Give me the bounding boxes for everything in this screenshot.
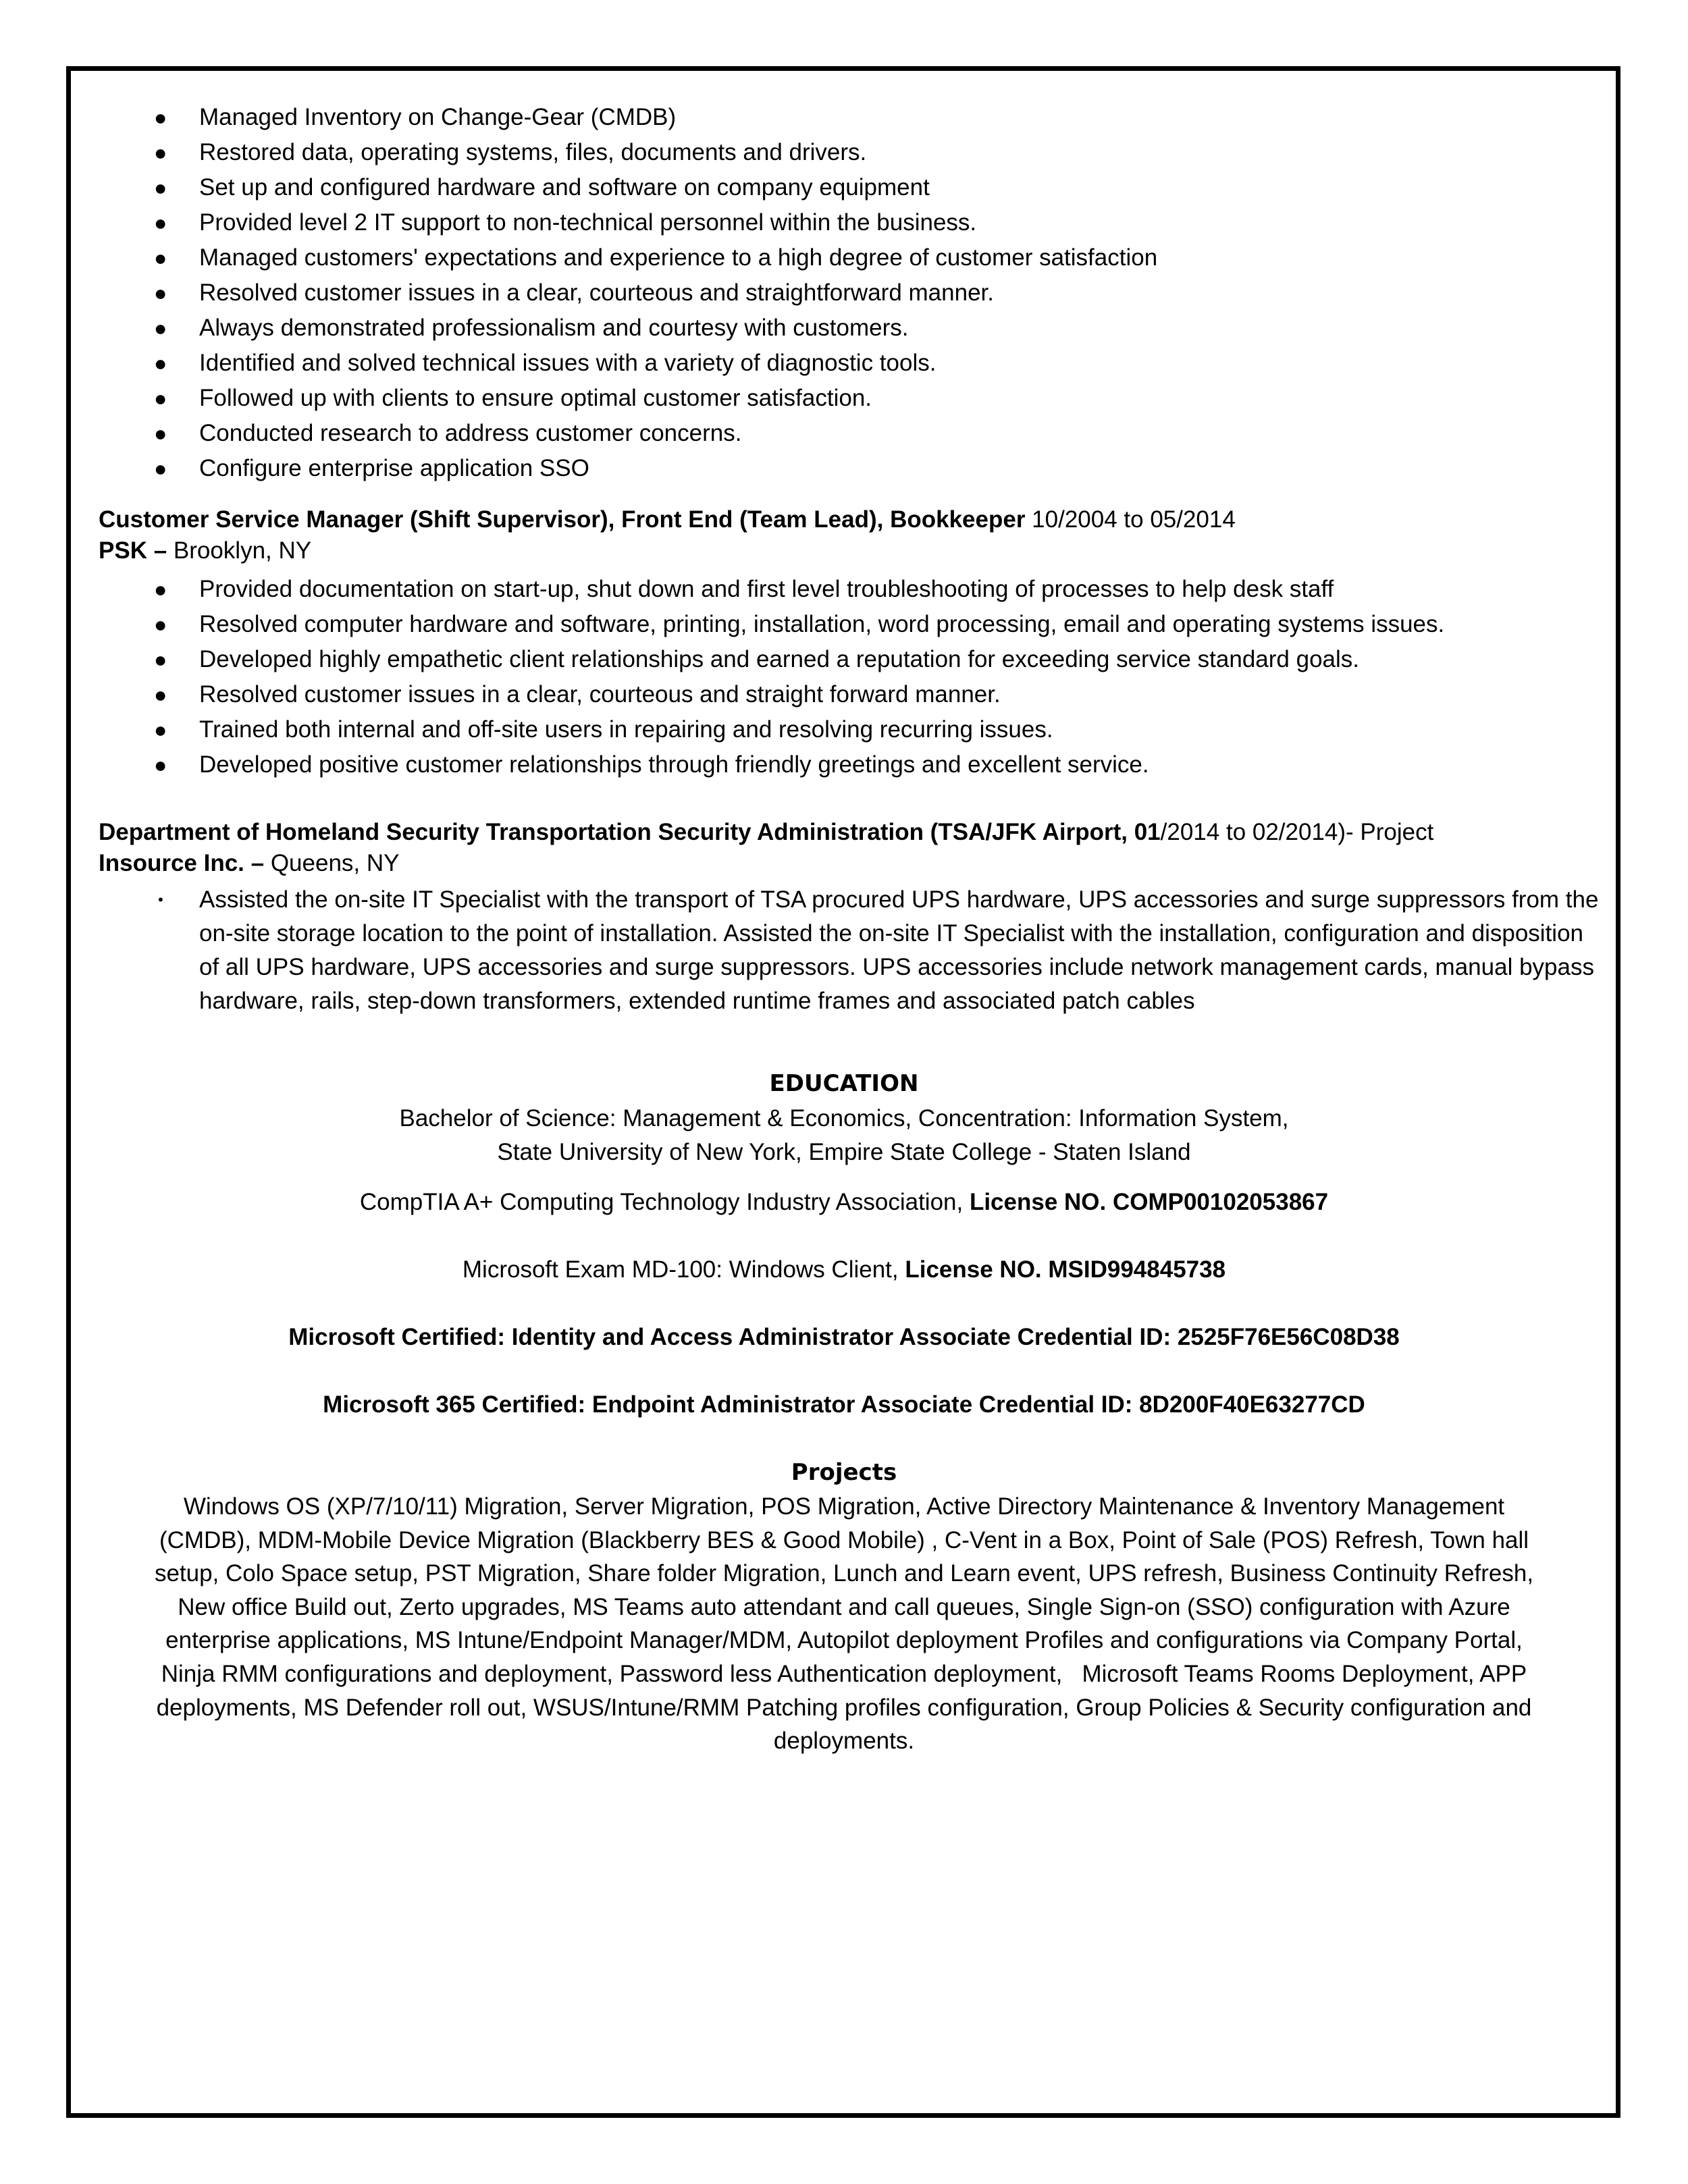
list-item <box>0 346 1688 381</box>
bullet-icon: ● <box>154 176 167 200</box>
list-item <box>0 135 1688 170</box>
job-psk-company: PSK – <box>99 537 167 564</box>
education-degree-line2: State University of New York, Empire State College - Staten Island <box>497 1139 1191 1165</box>
bullet-icon: ● <box>154 647 167 672</box>
list-item <box>0 416 1688 451</box>
projects-line: Ninja RMM configurations and deployment, Password less Authentication deployment, Microsoft Teams Rooms Deployment, APP <box>161 1660 1527 1687</box>
projects-line: (CMDB), MDM-Mobile Device Migration (Blackberry BES & Good Mobile) , C-Vent in a Box, Point of Sale (POS) Refresh, Town hall <box>159 1526 1529 1553</box>
bullet-icon: ● <box>154 421 167 446</box>
list-item-text: Provided level 2 IT support to non-technical personnel within the business. <box>199 209 977 236</box>
bullet-icon: ● <box>154 140 167 165</box>
comptia-text: CompTIA A+ Computing Technology Industry Association, <box>359 1189 970 1215</box>
bullet-icon: ● <box>154 386 167 410</box>
job-tsa-title: Department of Homeland Security Transportation Security Administration (TSA/JFK Airport, 01 <box>99 819 1161 845</box>
job-tsa-location: Queens, NY <box>264 850 400 876</box>
ms-exam-text: Microsoft Exam MD-100: Windows Client, <box>462 1256 905 1283</box>
list-item <box>0 677 1688 712</box>
bullet-icon: ● <box>154 718 167 742</box>
list-item-text: Always demonstrated professionalism and courtesy with customers. <box>199 315 909 341</box>
projects-line: Windows OS (XP/7/10/11) Migration, Server Migration, POS Migration, Active Directory Maintenance & Inventory Management <box>183 1493 1505 1520</box>
list-item <box>0 170 1688 205</box>
job-tsa-title-rest: /2014 to 02/2014)- Project <box>1160 819 1434 845</box>
bullet-icon: ● <box>154 246 167 270</box>
bullet-icon: ● <box>154 753 167 777</box>
list-item <box>0 100 1688 135</box>
job-psk-dates: 10/2004 to 05/2014 <box>1025 506 1236 533</box>
bullet-icon: ● <box>154 351 167 375</box>
job-tsa-header <box>99 816 1604 880</box>
projects-line: New office Build out, Zerto upgrades, MS Teams auto attendant and call queues, Single Sign-on (SSO) configuration with Azure <box>178 1593 1510 1620</box>
cert-endpoint-text: Microsoft 365 Certified: Endpoint Administrator Associate Credential ID: 8D200F40E63277CD <box>323 1391 1365 1418</box>
list-item-text: Followed up with clients to ensure optimal customer satisfaction. <box>199 385 872 411</box>
list-item-text: Resolved customer issues in a clear, courteous and straight forward manner. <box>199 681 1001 708</box>
projects-line: deployments, MS Defender roll out, WSUS/Intune/RMM Patching profiles configuration, Group Policies & Security configuration and <box>156 1694 1532 1721</box>
list-item <box>0 311 1688 346</box>
list-item-text: Identified and solved technical issues with a variety of diagnostic tools. <box>199 350 937 376</box>
job-tsa-bullet-text: Assisted the on-site IT Specialist with the transport of TSA procured UPS hardware, UPS accessories and surge suppressors from the on-site storage location to the point of installation. Assisted the on-site IT Specialist with the installation, configuration and disposition of all UPS hardware, UPS accessories and surge suppressors. UPS accessories include network management cards, manual bypass hardware, rails, step-down transformers, extended runtime frames and associated patch cables <box>199 886 1599 1014</box>
list-item-text: Resolved customer issues in a clear, courteous and straightforward manner. <box>199 279 994 306</box>
job-psk-title-line <box>99 503 1604 537</box>
job-tsa-bullet-list <box>0 883 1688 1018</box>
list-item <box>0 642 1688 677</box>
bullet-icon: ● <box>154 612 167 637</box>
list-item-text: Developed positive customer relationships through friendly greetings and excellent service. <box>199 751 1149 778</box>
list-item-text: Configure enterprise application SSO <box>199 455 589 481</box>
projects-line: enterprise applications, MS Intune/Endpoint Manager/MDM, Autopilot deployment Profiles and configurations via Company Portal, <box>165 1627 1523 1654</box>
job-tsa-title-line <box>99 816 1604 849</box>
list-item <box>0 240 1688 275</box>
list-item-text: Developed highly empathetic client relationships and earned a reputation for exceeding service standard goals. <box>199 646 1360 672</box>
cert-identity-text: Microsoft Certified: Identity and Access Administrator Associate Credential ID: 2525F76E56C08D38 <box>288 1324 1400 1350</box>
list-item <box>0 572 1688 607</box>
bullet-icon: ● <box>154 105 167 130</box>
cert-identity <box>0 1321 1688 1354</box>
job-psk-bullet-list <box>0 572 1688 782</box>
bullet-icon: • <box>158 891 163 908</box>
job-psk-location: Brooklyn, NY <box>167 537 312 564</box>
bullet-icon: ● <box>154 211 167 235</box>
projects-line: deployments. <box>773 1728 915 1755</box>
job-tsa-company: Insource Inc. – <box>99 850 265 876</box>
cert-endpoint <box>0 1388 1688 1422</box>
list-item <box>0 275 1688 311</box>
projects-body <box>95 1490 1593 1758</box>
list-item-text: Managed customers' expectations and experience to a high degree of customer satisfaction <box>199 244 1158 271</box>
list-item <box>0 205 1688 240</box>
list-item <box>0 451 1688 486</box>
bullet-icon: ● <box>154 456 167 481</box>
list-item-text: Resolved computer hardware and software, printing, installation, word processing, email and operating systems issues. <box>199 611 1445 637</box>
education-ms-exam <box>0 1253 1688 1287</box>
list-item <box>0 883 1688 1018</box>
list-item-text: Trained both internal and off-site users in repairing and resolving recurring issues. <box>199 716 1053 743</box>
projects-line: setup, Colo Space setup, PST Migration, Share folder Migration, Lunch and Learn event, UPS refresh, Business Continuity Refresh, <box>154 1560 1534 1587</box>
education-degree-line1: Bachelor of Science: Management & Economics, Concentration: Information System, <box>399 1105 1289 1131</box>
top-bullet-list <box>0 100 1688 486</box>
projects-title: Projects <box>791 1459 897 1486</box>
education-comptia <box>0 1186 1688 1219</box>
list-item <box>0 607 1688 642</box>
list-item-text: Restored data, operating systems, files, documents and drivers. <box>199 139 867 165</box>
comptia-license: License NO. COMP00102053867 <box>969 1189 1329 1215</box>
education-title: EDUCATION <box>769 1070 919 1097</box>
list-item-text: Provided documentation on start-up, shut down and first level troubleshooting of processes to help desk staff <box>199 576 1334 602</box>
bullet-icon: ● <box>154 683 167 707</box>
list-item <box>0 712 1688 747</box>
bullet-icon: ● <box>154 316 167 340</box>
list-item-text: Conducted research to address customer concerns. <box>199 420 742 446</box>
job-tsa-company-line <box>99 847 1604 880</box>
bullet-icon: ● <box>154 577 167 602</box>
job-psk-header <box>99 503 1604 568</box>
bullet-icon: ● <box>154 281 167 305</box>
list-item-text: Set up and configured hardware and software on company equipment <box>199 174 930 201</box>
job-psk-title: Customer Service Manager (Shift Supervisor), Front End (Team Lead), Bookkeeper <box>99 506 1026 533</box>
list-item-text: Managed Inventory on Change-Gear (CMDB) <box>199 104 677 130</box>
job-psk-company-line <box>99 534 1604 568</box>
list-item <box>0 381 1688 416</box>
list-item <box>0 747 1688 782</box>
ms-exam-license: License NO. MSID994845738 <box>905 1256 1226 1283</box>
